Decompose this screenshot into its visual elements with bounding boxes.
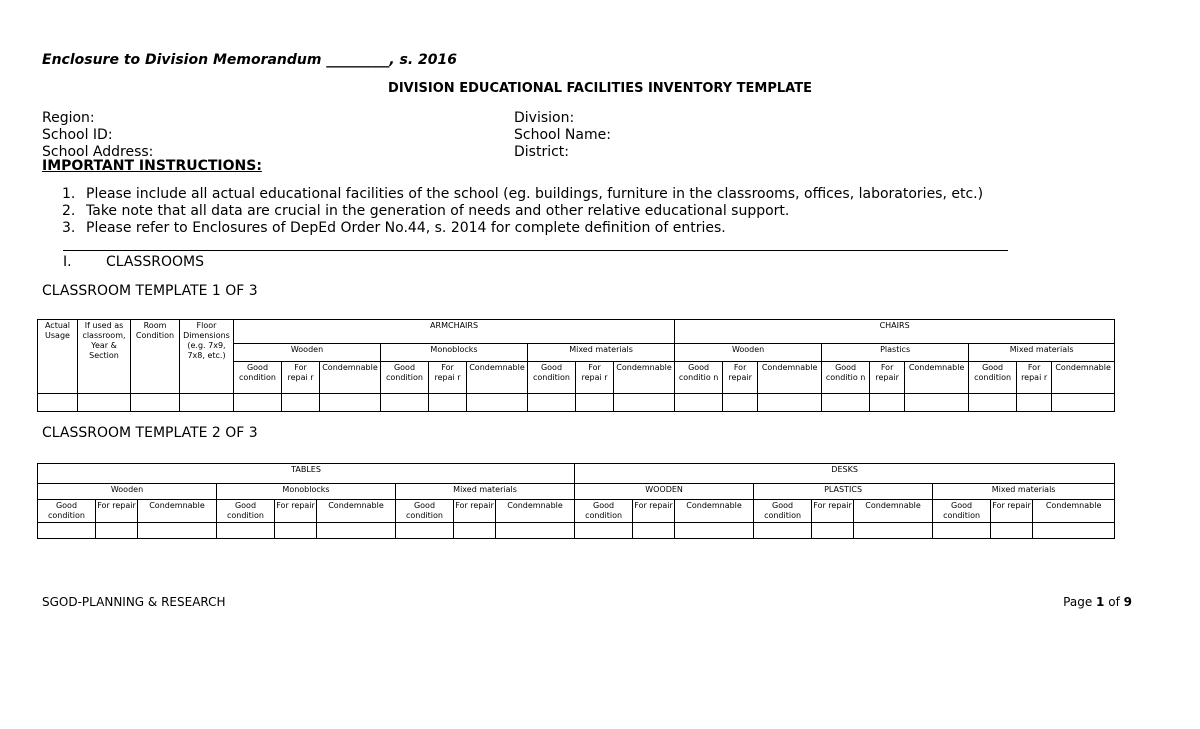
subgroup-chairs-wooden: Wooden [675,344,822,362]
group-desks: DESKS [575,464,1115,484]
instruction-item [62,186,983,203]
table-row [38,394,1115,412]
page-total: 9 [1123,595,1132,609]
subgroup-desks-wooden: WOODEN [575,484,754,500]
header-for-repair: For repair [633,500,675,523]
table-cell[interactable] [454,523,496,539]
page-number [1063,595,1132,609]
table-cell[interactable] [396,523,454,539]
table-cell[interactable] [854,523,933,539]
header-condemnable: Condemnable [614,362,675,394]
instruction-text: Take note that all data are crucial in the generation of needs and other relative educational support. [86,203,790,219]
table-cell[interactable] [575,523,633,539]
subgroup-chairs-plastics: Plastics [822,344,969,362]
header-for-repair: For repair [723,362,758,394]
table-cell[interactable] [1017,394,1052,412]
table-cell[interactable] [812,523,854,539]
table-cell[interactable] [614,394,675,412]
enclosure-line: Enclosure to Division Memorandum _________, s. 2016 [42,52,458,68]
region-label: Region: [42,110,95,126]
instruction-item [62,203,983,220]
header-for-repair: For repair [870,362,905,394]
school-address-label: School Address: [42,144,154,160]
header-good-condition: Good condition [528,362,576,394]
table-cell[interactable] [78,394,131,412]
header-good-condition: Good condition [969,362,1017,394]
subgroup-armchairs-mixed: Mixed materials [528,344,675,362]
section-number: I. [63,254,72,270]
document-title: DIVISION EDUCATIONAL FACILITIES INVENTORY TEMPLATE [388,81,812,96]
header-for-repair: For repai r [429,362,467,394]
of-word: of [1108,595,1120,609]
header-good-condition: Good condition [234,362,282,394]
header-condemnable: Condemnable [675,500,754,523]
table-cell[interactable] [675,523,754,539]
table-cell[interactable] [528,394,576,412]
group-chairs: CHAIRS [675,320,1115,344]
table-cell[interactable] [96,523,138,539]
table-cell[interactable] [282,394,320,412]
section-label: CLASSROOMS [106,254,204,270]
table-cell[interactable] [905,394,969,412]
table-cell[interactable] [933,523,991,539]
header-for-repair: For repair [812,500,854,523]
header-for-repair: For repair [275,500,317,523]
table-cell[interactable] [180,394,234,412]
classroom-template-2-table [37,463,1115,539]
table-cell[interactable] [1033,523,1115,539]
classroom-template-1-table [37,319,1115,412]
header-condemnable: Condemnable [905,362,969,394]
col-if-used-as-classroom: If used as classroom, Year & Section [78,320,131,394]
table-cell[interactable] [429,394,467,412]
header-good-condition: Good condition [933,500,991,523]
header-for-repair: For repai r [576,362,614,394]
col-floor-dimensions: Floor Dimensions (e.g. 7x9, 7x8, etc.) [180,320,234,394]
table-cell[interactable] [633,523,675,539]
table-cell[interactable] [467,394,528,412]
instruction-number: 3. [62,220,76,236]
school-name-label: School Name: [514,127,611,143]
instruction-text: Please refer to Enclosures of DepEd Order No.44, s. 2014 for complete definition of entries. [86,220,726,236]
col-room-condition: Room Condition [131,320,180,394]
table-cell[interactable] [38,523,96,539]
table-cell[interactable] [723,394,758,412]
subgroup-tables-monoblocks: Monoblocks [217,484,396,500]
header-good-condition: Good condition [381,362,429,394]
header-good-condition: Good conditio n [675,362,723,394]
table-cell[interactable] [754,523,812,539]
header-for-repair: For repai r [282,362,320,394]
district-label: District: [514,144,570,160]
table-cell[interactable] [234,394,282,412]
table-cell[interactable] [496,523,575,539]
group-tables: TABLES [38,464,575,484]
template-2-title: CLASSROOM TEMPLATE 2 OF 3 [42,425,258,441]
table-cell[interactable] [38,394,78,412]
table-cell[interactable] [381,394,429,412]
horizontal-rule [63,250,1008,251]
table-cell[interactable] [217,523,275,539]
header-good-condition: Good condition [575,500,633,523]
header-condemnable: Condemnable [138,500,217,523]
table-cell[interactable] [1052,394,1115,412]
header-condemnable: Condemnable [1052,362,1115,394]
page-current: 1 [1096,595,1105,609]
header-good-condition: Good condition [217,500,275,523]
col-actual-usage: Actual Usage [38,320,78,394]
header-condemnable: Condemnable [467,362,528,394]
table-cell[interactable] [131,394,180,412]
table-cell[interactable] [576,394,614,412]
subgroup-desks-mixed: Mixed materials [933,484,1115,500]
header-condemnable: Condemnable [1033,500,1115,523]
instructions-heading: IMPORTANT INSTRUCTIONS: [42,158,262,174]
header-good-condition: Good conditio n [822,362,870,394]
table-row [38,523,1115,539]
header-condemnable: Condemnable [317,500,396,523]
table-cell[interactable] [317,523,396,539]
header-for-repair: For repair [454,500,496,523]
header-condemnable: Condemnable [320,362,381,394]
header-condemnable: Condemnable [854,500,933,523]
table-cell[interactable] [275,523,317,539]
header-condemnable: Condemnable [758,362,822,394]
header-good-condition: Good condition [754,500,812,523]
school-id-label: School ID: [42,127,113,143]
page-word: Page [1063,595,1093,609]
subgroup-tables-wooden: Wooden [38,484,217,500]
table-cell[interactable] [991,523,1033,539]
instruction-number: 1. [62,186,76,202]
group-armchairs: ARMCHAIRS [234,320,675,344]
table-cell[interactable] [822,394,870,412]
header-good-condition: Good condition [396,500,454,523]
header-good-condition: Good condition [38,500,96,523]
table-cell[interactable] [320,394,381,412]
header-condemnable: Condemnable [496,500,575,523]
table-cell[interactable] [969,394,1017,412]
subgroup-armchairs-wooden: Wooden [234,344,381,362]
footer-office: SGOD-PLANNING & RESEARCH [42,595,226,609]
table-cell[interactable] [675,394,723,412]
division-label: Division: [514,110,575,126]
subgroup-armchairs-monoblocks: Monoblocks [381,344,528,362]
instructions-list [62,186,983,237]
header-for-repair: For repair [96,500,138,523]
template-1-title: CLASSROOM TEMPLATE 1 OF 3 [42,283,258,299]
header-for-repair: For repai r [1017,362,1052,394]
instruction-number: 2. [62,203,76,219]
table-cell[interactable] [758,394,822,412]
instruction-text: Please include all actual educational facilities of the school (eg. buildings, furniture in the classrooms, offices, laboratories, etc.) [86,186,984,202]
instruction-item [62,220,983,237]
table-cell[interactable] [870,394,905,412]
header-for-repair: For repair [991,500,1033,523]
subgroup-tables-mixed: Mixed materials [396,484,575,500]
subgroup-chairs-mixed: Mixed materials [969,344,1115,362]
subgroup-desks-plastics: PLASTICS [754,484,933,500]
table-cell[interactable] [138,523,217,539]
